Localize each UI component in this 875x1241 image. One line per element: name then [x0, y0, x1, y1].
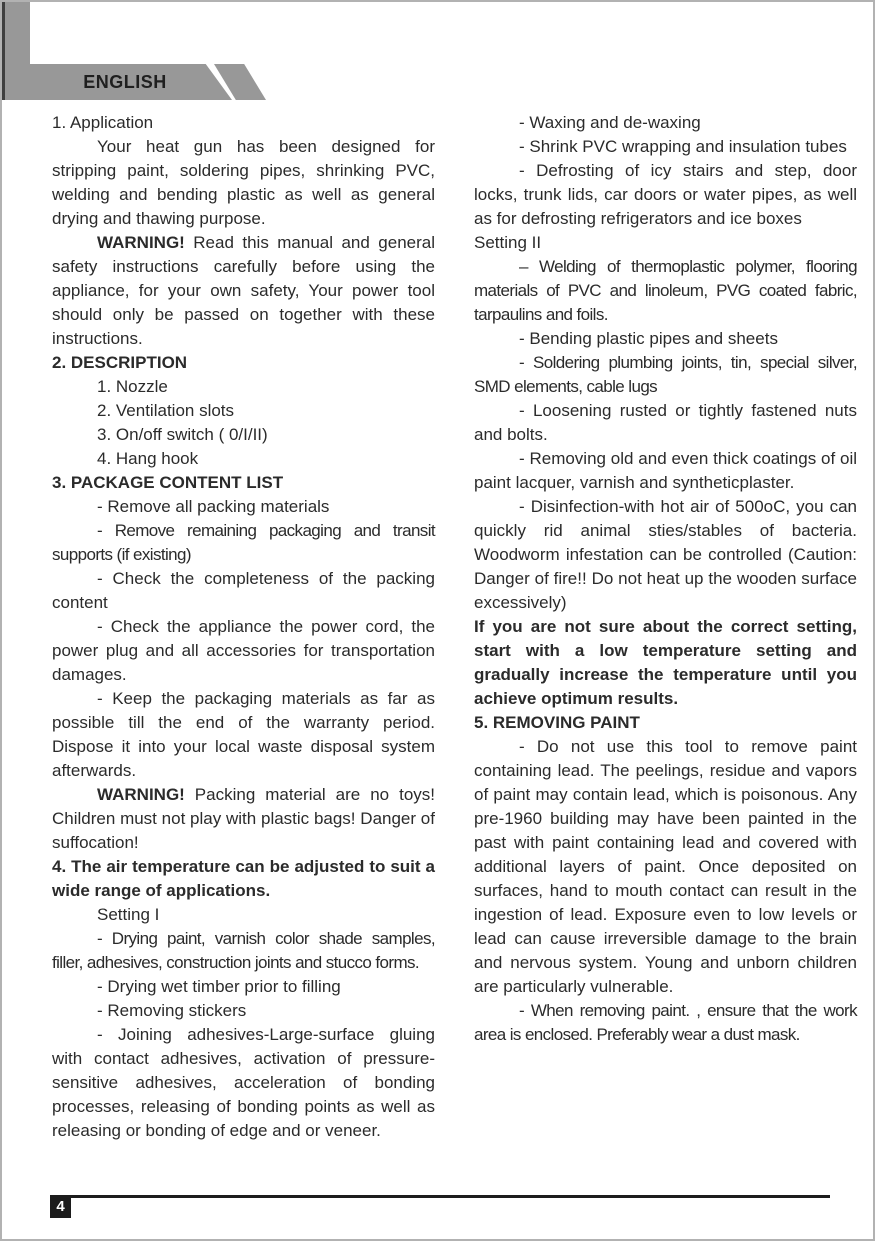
- page-number: 4: [50, 1195, 71, 1218]
- paragraph: - Soldering plumbing joints, tin, special silver, SMD elements, cable lugs: [474, 353, 857, 396]
- paragraph: 4. The air temperature can be adjusted to suit a wide range of applications.: [52, 857, 435, 900]
- paragraph: - Waxing and de-waxing: [519, 113, 701, 132]
- warning-label: WARNING!: [97, 233, 194, 252]
- paragraph: - Keep the packaging materials as far as possible till the end of the warranty period. Dispose it into your local waste disposal system afterwards.: [52, 689, 435, 780]
- footer-rule: [70, 1195, 830, 1198]
- paragraph: - Bending plastic pipes and sheets: [519, 329, 778, 348]
- right-column: [474, 111, 857, 1047]
- paragraph: - Remove all packing materials: [97, 497, 330, 516]
- left-column: [52, 111, 435, 1143]
- corner-dark-edge: [2, 2, 5, 100]
- paragraph: 5. REMOVING PAINT: [474, 713, 640, 732]
- paragraph: - Drying wet timber prior to filling: [97, 977, 341, 996]
- paragraph: Setting I: [97, 905, 160, 924]
- paragraph: 1. Nozzle: [97, 377, 168, 396]
- paragraph: - Removing old and even thick coatings of oil paint lacquer, varnish and syntheticplaster.: [474, 449, 857, 492]
- paragraph: - Joining adhesives-Large-surface gluing with contact adhesives, activation of pressure-sensitive adhesives, acceleration of bonding processes, releasing of bonding points as well as releasing or bonding of edge and or veneer.: [52, 1025, 435, 1140]
- corner-decoration-strip: [2, 2, 30, 100]
- paragraph: WARNING! Packing material are no toys! Children must not play with plastic bags! Danger of suffocation!: [52, 785, 435, 852]
- paragraph: - Loosening rusted or tightly fastened nuts and bolts.: [474, 401, 857, 444]
- paragraph: - Shrink PVC wrapping and insulation tubes: [519, 137, 847, 156]
- paragraph: - Defrosting of icy stairs and step, door locks, trunk lids, car doors or water pipes, as well as for defrosting refrigerators and ice boxes: [474, 161, 857, 228]
- paragraph: - Check the appliance the power cord, the power plug and all accessories for transportation damages.: [52, 617, 435, 684]
- paragraph: Your heat gun has been designed for stripping paint, soldering pipes, shrinking PVC, welding and bending plastic as well as general drying and thawing purpose.: [52, 137, 435, 228]
- paragraph: 2. DESCRIPTION: [52, 353, 188, 372]
- warning-label: WARNING!: [97, 785, 195, 804]
- paragraph: If you are not sure about the correct setting, start with a low temperature setting and gradually increase the temperature until you achieve optimum results.: [474, 617, 857, 708]
- paragraph: - Removing stickers: [97, 1001, 247, 1020]
- paragraph: Setting II: [474, 233, 542, 252]
- paragraph: 3. On/off switch ( 0/I/II): [97, 425, 268, 444]
- paragraph: – Welding of thermoplastic polymer, flooring materials of PVC and linoleum, PVG coated fabric, tarpaulins and foils.: [474, 257, 857, 324]
- paragraph: - Remove remaining packaging and transit supports (if existing): [52, 521, 435, 564]
- language-label: ENGLISH: [83, 72, 167, 92]
- paragraph: - Do not use this tool to remove paint containing lead. The peelings, residue and vapors of paint may contain lead, which is poisonous. Any pre-1960 building may have been painted in the past with paint containing lead and covered with additional layers of paint. Once deposited on surfaces, hand to mouth contact can result in the ingestion of lead. Exposure even to low levels or lead can cause irreversible damage to the brain and nervous system. Young and unborn children are particularly vulnerable.: [474, 737, 857, 996]
- paragraph: 3. PACKAGE CONTENT LIST: [52, 473, 284, 492]
- paragraph: - Drying paint, varnish color shade samples, filler, adhesives, construction joints and stucco forms.: [52, 929, 435, 972]
- paragraph: - Disinfection-with hot air of 500oC, you can quickly rid animal sties/stables of bacteria. Woodworm infestation can be controlled (Caution: Danger of fire!! Do not heat up the wooden surface excessively): [474, 497, 857, 612]
- paragraph: 2. Ventilation slots: [97, 401, 235, 420]
- paragraph: - Check the completeness of the packing content: [52, 569, 435, 612]
- paragraph: 1. Application: [52, 113, 154, 132]
- paragraph: 4. Hang hook: [97, 449, 199, 468]
- paragraph: WARNING! Read this manual and general safety instructions carefully before using the appliance, for your own safety, Your power tool should only be passed on together with these instructions.: [52, 233, 436, 348]
- paragraph: - When removing paint. , ensure that the work area is enclosed. Preferably wear a dust mask.: [474, 1001, 857, 1044]
